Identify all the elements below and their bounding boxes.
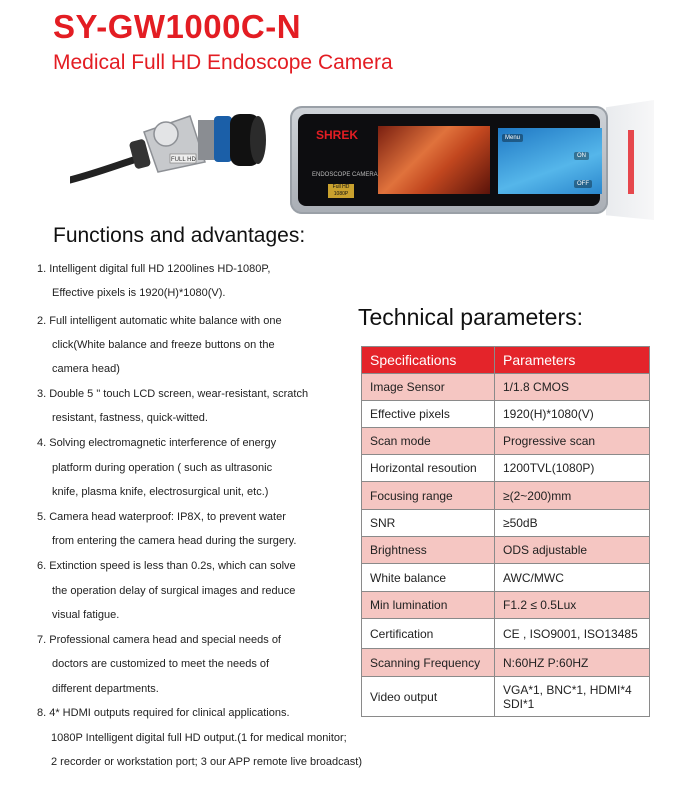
spec-name: White balance [362, 564, 495, 592]
console-brand: SHREK [316, 128, 359, 142]
spec-value: N:60HZ P:60HZ [495, 649, 650, 677]
page-title: SY-GW1000C-N [53, 8, 302, 45]
table-row [362, 482, 650, 510]
table-row [362, 564, 650, 592]
list-item: 1. Intelligent digital full HD 1200lines HD-1080P, [37, 263, 271, 275]
console-panel [298, 114, 600, 206]
column-header: Specifications [362, 347, 495, 374]
console-image [290, 100, 656, 223]
list-item: resistant, fastness, quick-witted. [52, 412, 208, 424]
spec-value: AWC/MWC [495, 564, 650, 592]
screen-on-button: ON [574, 152, 589, 160]
spec-name: SNR [362, 510, 495, 537]
spec-name: Brightness [362, 537, 495, 564]
list-item: 6. Extinction speed is less than 0.2s, which can solve [37, 560, 296, 572]
table-row [362, 677, 650, 717]
list-item: different departments. [52, 683, 159, 695]
spec-name: Focusing range [362, 482, 495, 510]
list-item: 8. 4* HDMI outputs required for clinical applications. [37, 707, 290, 719]
list-item: from entering the camera head during the surgery. [52, 535, 297, 547]
console-red-strip [628, 130, 634, 194]
list-item: visual fatigue. [52, 609, 120, 621]
list-item: the operation delay of surgical images and reduce [52, 585, 296, 597]
spec-value: ≥50dB [495, 510, 650, 537]
table-header-row [362, 347, 650, 374]
touch-control-screen [498, 128, 602, 194]
spec-name: Horizontal resoution [362, 455, 495, 482]
camera-head-label: FULL HD [171, 157, 196, 163]
spec-name: Min lumination [362, 592, 495, 619]
list-item: Effective pixels is 1920(H)*1080(V). [52, 287, 226, 299]
table-row [362, 401, 650, 428]
screen-off-button: OFF [574, 180, 592, 188]
list-item: click(White balance and freeze buttons on the [52, 339, 275, 351]
page-subtitle: Medical Full HD Endoscope Camera [53, 51, 393, 74]
tech-table [361, 346, 650, 717]
camera-head-image [70, 102, 270, 192]
spec-name: Image Sensor [362, 374, 495, 401]
list-item: 2. Full intelligent automatic white balance with one [37, 315, 282, 327]
spec-value: 1200TVL(1080P) [495, 455, 650, 482]
list-item: platform during operation ( such as ultrasonic [52, 462, 273, 474]
list-item: 5. Camera head waterproof: IP8X, to prevent water [37, 511, 286, 523]
tech-title: Technical parameters: [358, 304, 583, 330]
spec-value: CE , ISO9001, ISO13485 [495, 619, 650, 649]
list-item: 2 recorder or workstation port; 3 our APP remote live broadcast) [51, 756, 362, 768]
list-item: 3. Double 5 " touch LCD screen, wear-resistant, scratch [37, 388, 309, 400]
spec-value: VGA*1, BNC*1, HDMI*4 SDI*1 [495, 677, 650, 717]
column-header: Parameters [495, 347, 650, 374]
spec-name: Video output [362, 677, 495, 717]
list-item: camera head) [52, 363, 120, 375]
surgical-image-screen [378, 126, 490, 194]
table-row [362, 649, 650, 677]
screen-menu-button: Menu [502, 134, 523, 142]
console-label: ENDOSCOPE CAMERA [312, 172, 378, 178]
table-row [362, 619, 650, 649]
spec-name: Certification [362, 619, 495, 649]
table-row [362, 592, 650, 619]
spec-name: Scan mode [362, 428, 495, 455]
table-row [362, 510, 650, 537]
spec-value: 1920(H)*1080(V) [495, 401, 650, 428]
table-row [362, 537, 650, 564]
list-item: 4. Solving electromagnetic interference of energy [37, 437, 277, 449]
list-item: 1080P Intelligent digital full HD output.(1 for medical monitor; [51, 732, 347, 744]
spec-value: ≥(2~200)mm [495, 482, 650, 510]
list-item: knife, plasma knife, electrosurgical unit, etc.) [52, 486, 269, 498]
table-row [362, 374, 650, 401]
spec-value: F1.2 ≤ 0.5Lux [495, 592, 650, 619]
table-row [362, 455, 650, 482]
list-item: doctors are customized to meet the needs of [52, 658, 270, 670]
spec-value: ODS adjustable [495, 537, 650, 564]
spec-name: Scanning Frequency [362, 649, 495, 677]
functions-title: Functions and advantages: [53, 224, 306, 247]
spec-value: 1/1.8 CMOS [495, 374, 650, 401]
list-item: 7. Professional camera head and special needs of [37, 634, 281, 646]
table-row [362, 428, 650, 455]
spec-name: Effective pixels [362, 401, 495, 428]
console-badge: Full HD 1080P [328, 184, 354, 198]
spec-value: Progressive scan [495, 428, 650, 455]
console-front [290, 106, 608, 214]
